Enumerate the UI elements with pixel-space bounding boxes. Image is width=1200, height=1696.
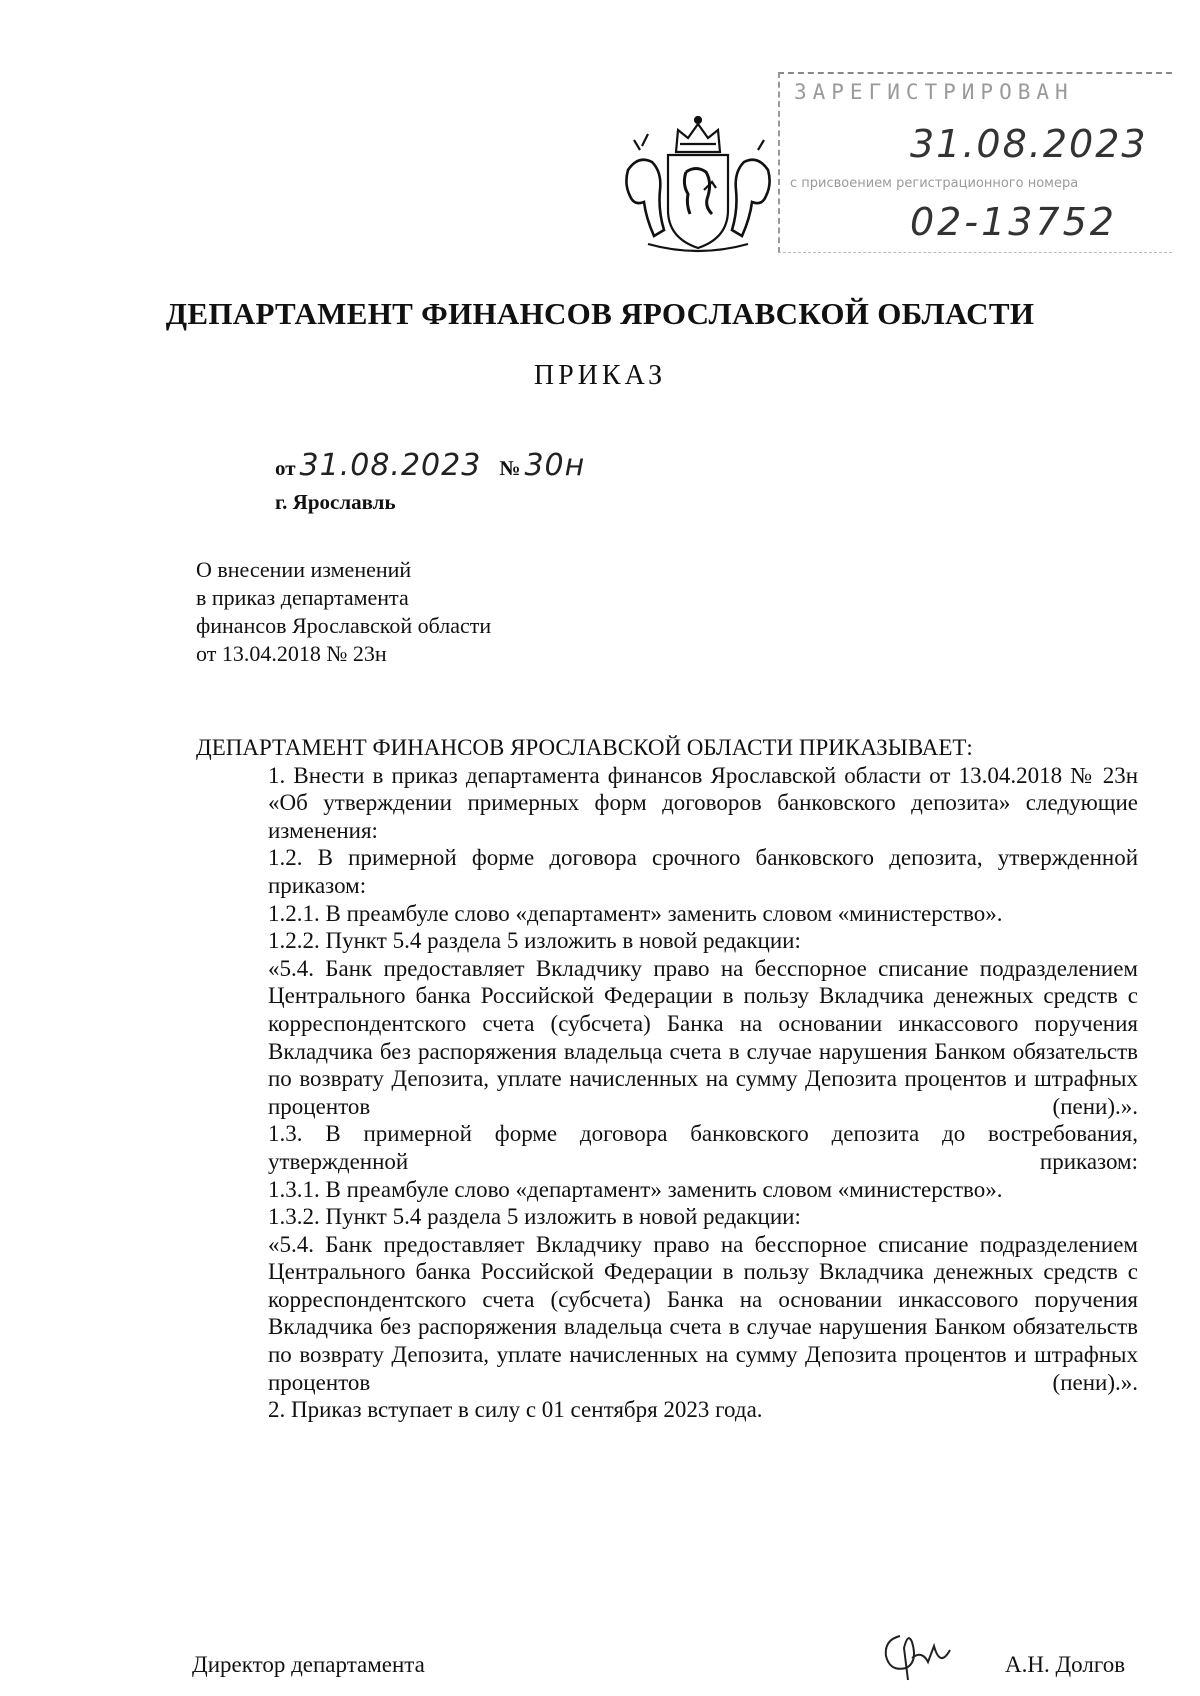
paragraph-1-3-quote: «5.4. Банк предоставляет Вкладчику право на бесспорное списание подразделением Центрального банка Российской Федерации в пользу Вкладчика денежных средств с корреспондентского счета (субсчета) Банка на основании инкассового поручения Вкладчика без распоряжения владельца счета в случае нарушения Банком обязательств по возврату Депозита, уплате начисленных на сумму Депозита процентов и штрафных процентов (пени).». — [268, 1231, 1138, 1395]
signer-position: Директор департамента — [192, 1652, 425, 1677]
order-date-number-line — [275, 448, 585, 492]
document-type: ПРИКАЗ — [533, 360, 667, 391]
number-label: № — [499, 456, 521, 480]
subject-line: финансов Ярославской области — [196, 613, 492, 638]
stamp-header: ЗАРЕГИСТРИРОВАН — [794, 80, 1074, 104]
paragraph-1-2-2: 1.2.2. Пункт 5.4 раздела 5 изложить в новой редакции: — [268, 928, 801, 954]
subject-line: от 13.04.2018 № 23н — [196, 641, 387, 666]
paragraph-1-2: 1.2. В примерной форме договора срочного банковского депозита, утвержденной приказом: — [268, 845, 1138, 898]
stamp-date: 31.08.2023 — [910, 122, 1148, 166]
paragraph-1-3-1: 1.3.1. В преамбуле слово «департамент» заменить словом «министерство». — [268, 1176, 1003, 1202]
department-title: ДЕПАРТАМЕНТ ФИНАНСОВ ЯРОСЛАВСКОЙ ОБЛАСТИ — [165, 296, 1035, 331]
coat-of-arms-emblem — [608, 110, 788, 260]
order-number: 30н — [524, 448, 586, 483]
paragraph-1-2-1: 1.2.1. В преамбуле слово «департамент» заменить словом «министерство». — [268, 900, 1003, 926]
order-subject — [196, 556, 656, 668]
city: г. Ярославль — [275, 490, 396, 514]
paragraph-1: 1. Внести в приказ департамента финансов Ярославской области от 13.04.2018 № 23н «Об утверждении примерных форм договоров банковского депозита» следующие изменения: — [268, 762, 1138, 843]
order-body — [196, 734, 1138, 1424]
signer-name: А.Н. Долгов — [1005, 1652, 1126, 1677]
paragraph-1-3-2: 1.3.2. Пункт 5.4 раздела 5 изложить в новой редакции: — [268, 1204, 801, 1230]
stamp-subtitle: с присвоением регистрационного номера — [790, 176, 1079, 191]
paragraph-1-2-quote: «5.4. Банк предоставляет Вкладчику право на бесспорное списание подразделением Центрального банка Российской Федерации в пользу Вкладчика денежных средств с корреспондентского счета (субсчета) Банка на основании инкассового поручения Вкладчика без распоряжения владельца счета в случае нарушения Банком обязательств по возврату Депозита, уплате начисленных на сумму Депозита процентов и штрафных процентов (пени).». — [268, 955, 1138, 1119]
handwritten-signature — [878, 1628, 958, 1684]
registration-stamp — [778, 72, 1172, 253]
paragraph-1-3: 1.3. В примерной форме договора банковского депозита до востребования, утвержденной приказом: — [268, 1121, 1138, 1174]
preamble: ДЕПАРТАМЕНТ ФИНАНСОВ ЯРОСЛАВСКОЙ ОБЛАСТИ ПРИКАЗЫВАЕТ: — [196, 735, 973, 760]
subject-line: в приказ департамента — [196, 585, 409, 610]
order-date: 31.08.2023 — [299, 448, 482, 483]
paragraph-2: 2. Приказ вступает в силу с 01 сентября 2023 года. — [268, 1397, 763, 1423]
stamp-number: 02-13752 — [910, 200, 1117, 244]
from-label: от — [275, 456, 296, 480]
subject-line: О внесении изменений — [196, 557, 412, 582]
